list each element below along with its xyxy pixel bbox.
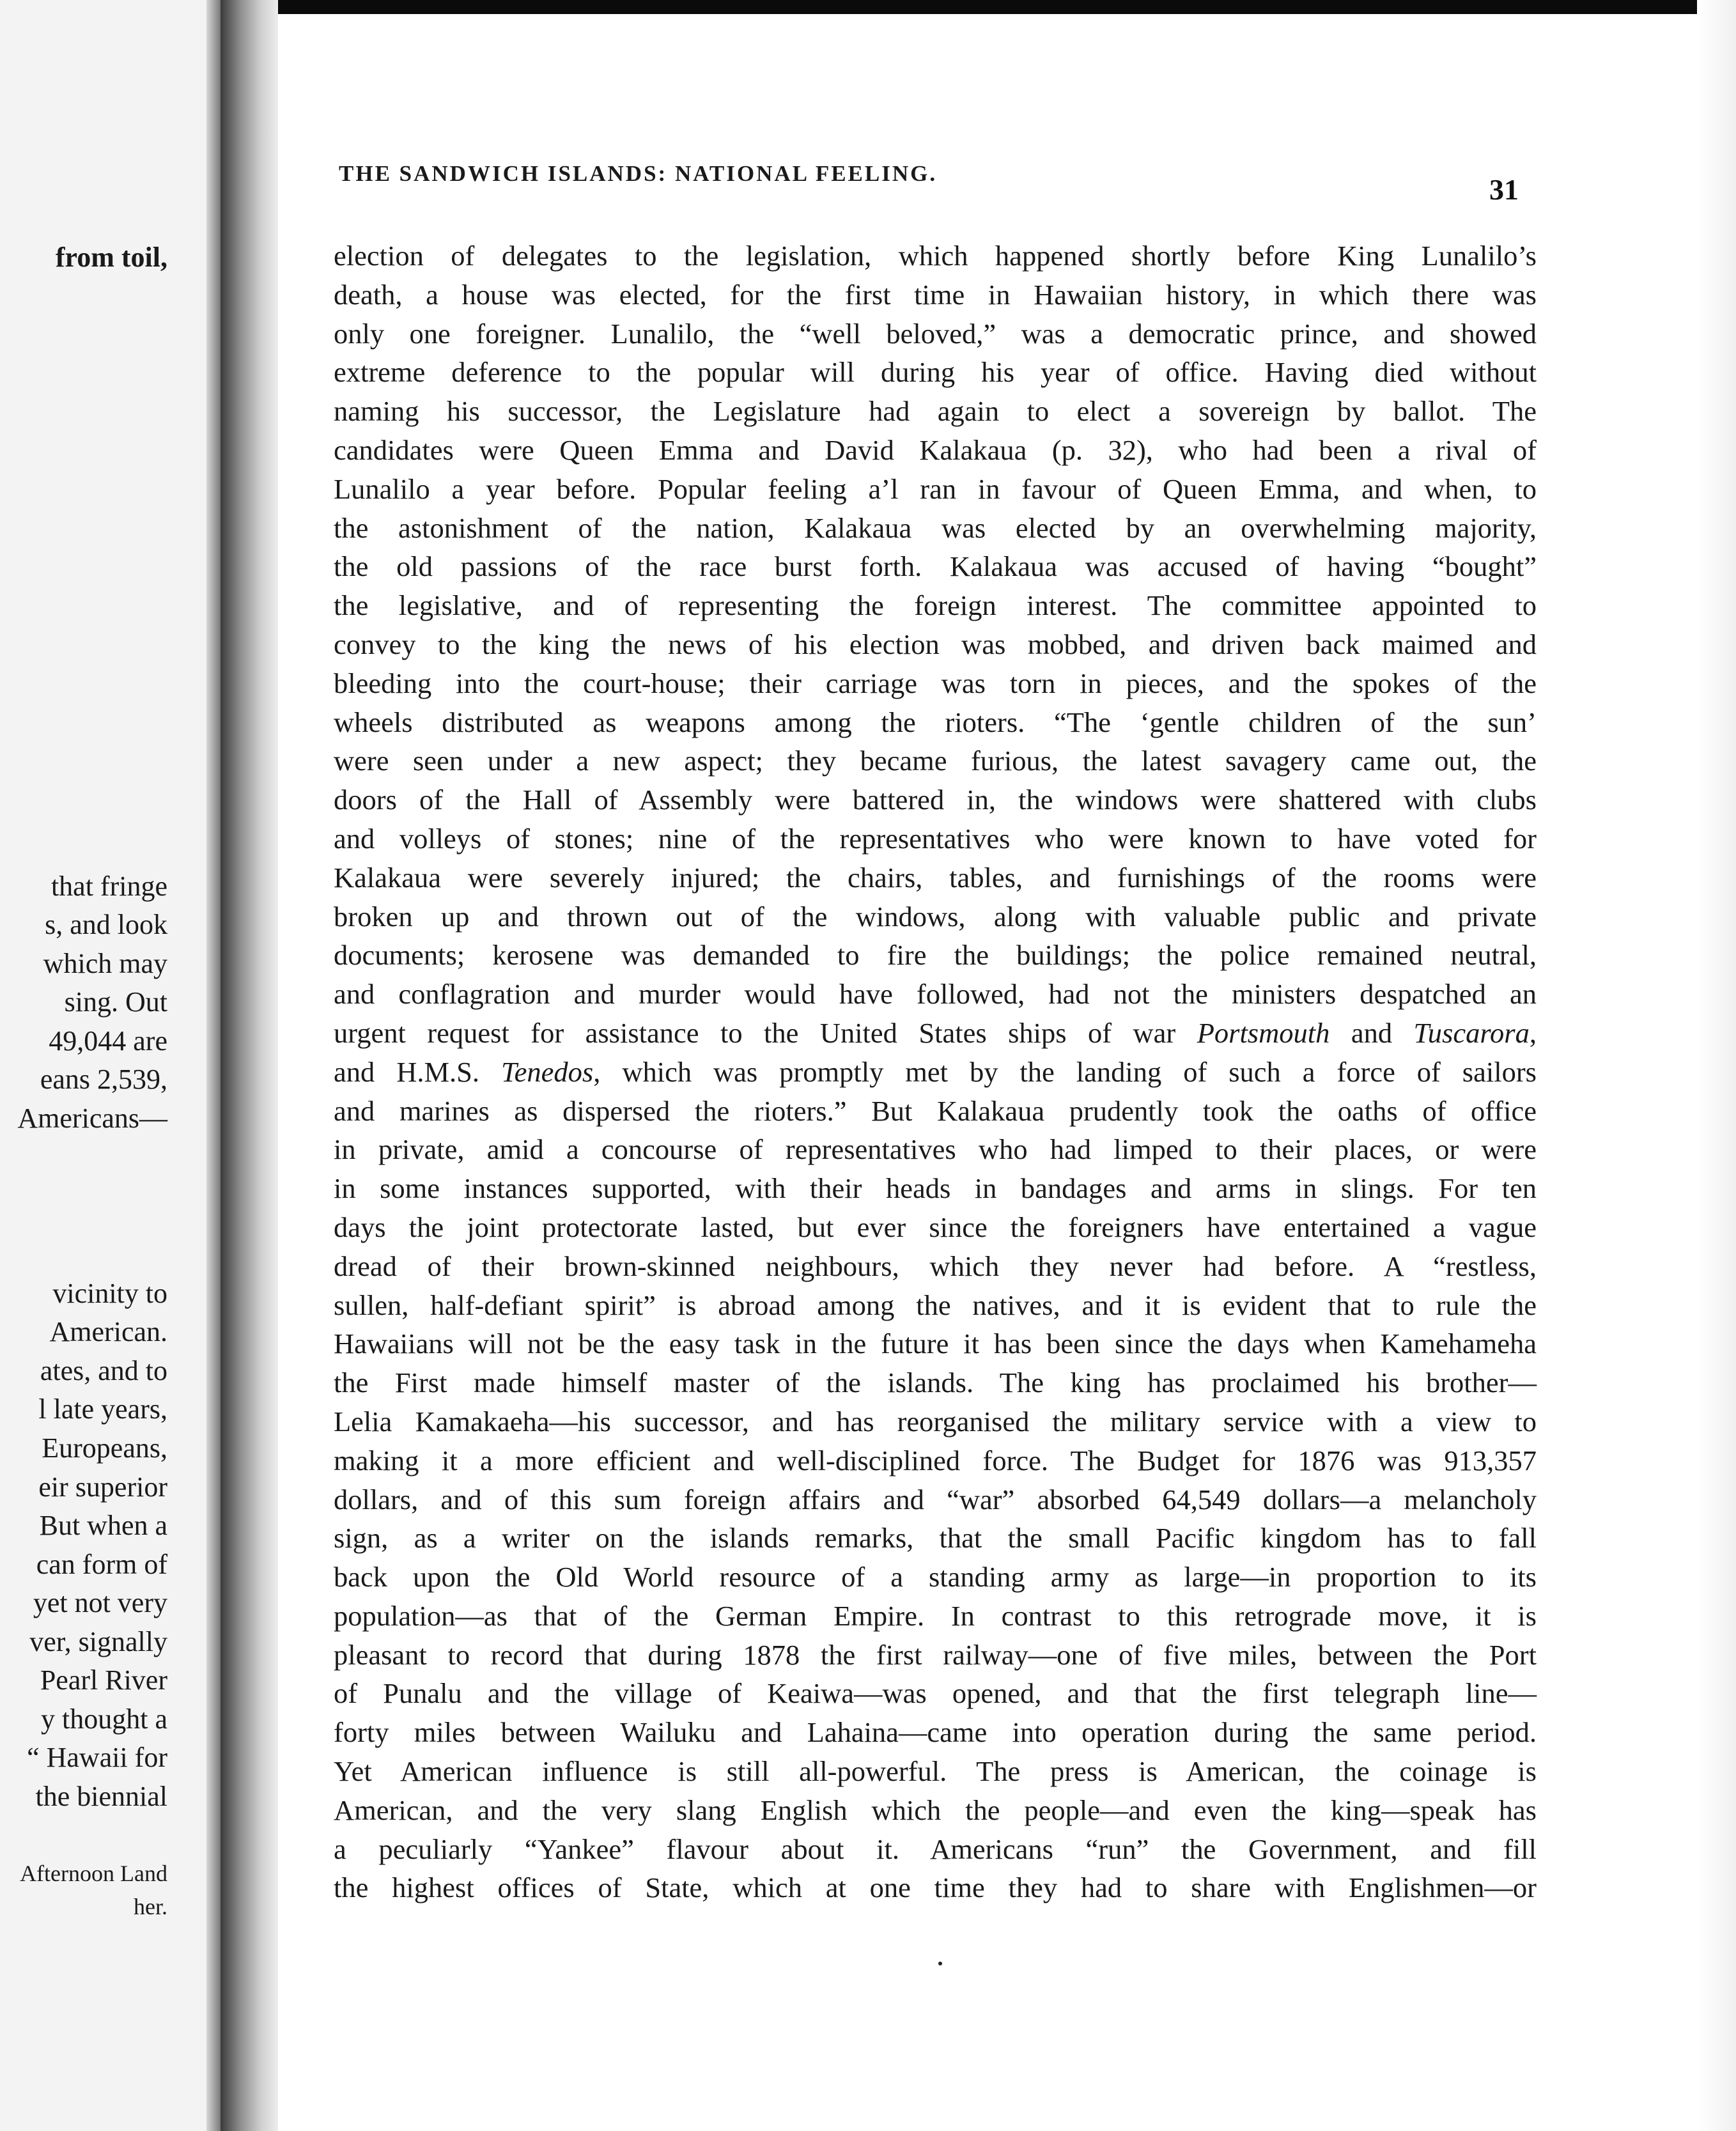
left-fragment: sing. Out (64, 986, 167, 1018)
left-fragment: yet not very (33, 1587, 167, 1618)
text-line: and marines as dispersed the rioters.” But Kalakaua prudently took the oaths of office (334, 1094, 1537, 1127)
left-fragment: that fringe (50, 871, 167, 902)
text-line: of Punalu and the village of Keaiwa—was opened, and that the first telegraph line— (334, 1677, 1537, 1710)
running-header: THE SANDWICH ISLANDS: NATIONAL FEELING. (339, 161, 938, 186)
text-line: days the joint protectorate lasted, but ever since the foreigners have entertained a vague (334, 1211, 1537, 1243)
text-line: were seen under a new aspect; they became furious, the latest savagery came out, the (334, 745, 1537, 777)
right-page-edge (1697, 0, 1736, 2131)
left-fragment: 49,044 are (49, 1025, 167, 1057)
text-line: the old passions of the race burst forth. Kalakaua was accused of having “bought” (334, 550, 1537, 583)
text-line: dread of their brown-skinned neighbours, which they never had before. A “restless, (334, 1250, 1537, 1282)
text-line: back upon the Old World resource of a standing army as large—in proportion to its (334, 1561, 1537, 1593)
text-line: wheels distributed as weapons among the rioters. “The ‘gentle children of the sun’ (334, 706, 1537, 738)
text-line: naming his successor, the Legislature had again to elect a sovereign by ballot. The (334, 395, 1537, 428)
left-fragment: s, and look (45, 909, 167, 940)
left-fragment: y thought a (41, 1703, 167, 1735)
left-fragment: But when a (39, 1510, 167, 1541)
left-fragment: eir superior (38, 1471, 167, 1503)
text-line: broken up and thrown out of the windows, along with valuable public and private (334, 900, 1537, 933)
text-line: candidates were Queen Emma and David Kalakaua (p. 32), who had been a rival of (334, 433, 1537, 466)
text-line: population—as that of the German Empire. In contrast to this retrograde move, it is (334, 1599, 1537, 1632)
text-line: and volleys of stones; nine of the representatives who were known to have voted for (334, 822, 1537, 855)
text-line: the legislative, and of representing the foreign interest. The committee appointed to (334, 589, 1537, 622)
text-line: forty miles between Wailuku and Lahaina—came into operation during the same period. (334, 1716, 1537, 1749)
text-line: extreme deference to the popular will during his year of office. Having died without (334, 356, 1537, 389)
text-line: American, and the very slang English which the people—and even the king—speak has (334, 1794, 1537, 1826)
text-line: bleeding into the court-house; their carriage was torn in pieces, and the spokes of the (334, 667, 1537, 699)
left-fragment: American. (49, 1316, 167, 1347)
text-line: a peculiarly “Yankee” flavour about it. Americans “run” the Government, and fill (334, 1833, 1537, 1865)
text-line: urgent request for assistance to the United States ships of war Portsmouth and Tuscarora, (334, 1016, 1537, 1049)
left-fragment: can form of (36, 1549, 167, 1580)
text-line: doors of the Hall of Assembly were battered in, the windows were shattered with clubs (334, 784, 1537, 816)
text-line: Lunalilo a year before. Popular feeling a’l ran in favour of Queen Emma, and when, to (334, 472, 1537, 505)
text-line: in some instances supported, with their heads in bandages and arms in slings. For ten (334, 1172, 1537, 1205)
left-fragment: ver, signally (29, 1626, 167, 1657)
left-fragment: her. (134, 1894, 167, 1919)
text-line: election of delegates to the legislation, which happened shortly before King Lunalilo’s (334, 240, 1537, 272)
left-fragment: ates, and to (40, 1355, 167, 1386)
book-gutter (221, 0, 278, 2131)
text-line: the highest offices of State, which at one time they had to share with Englishmen—or (334, 1871, 1537, 1904)
body-text (334, 236, 1537, 1907)
left-fragment: Americans— (17, 1103, 167, 1134)
left-fragment: the biennial (35, 1781, 167, 1812)
left-fragment: eans 2,539, (40, 1064, 167, 1095)
text-line: convey to the king the news of his election was mobbed, and driven back maimed and (334, 628, 1537, 660)
left-facing-page (0, 0, 221, 2131)
text-line: Yet American influence is still all-powerful. The press is American, the coinage is (334, 1755, 1537, 1788)
left-fragment: “ Hawaii for (27, 1742, 167, 1773)
text-line: and conflagration and murder would have followed, had not the ministers despatched an (334, 978, 1537, 1011)
text-line: in private, amid a concourse of representatives who had limped to their places, or were (334, 1133, 1537, 1166)
left-fragment: Europeans, (42, 1432, 167, 1464)
left-fragment: Afternoon Land (20, 1861, 167, 1886)
left-fragment: l late years, (38, 1393, 167, 1425)
text-line: pleasant to record that during 1878 the first railway—one of five miles, between the Port (334, 1638, 1537, 1671)
text-line: making it a more efficient and well-disciplined force. The Budget for 1876 was 913,357 (334, 1444, 1537, 1476)
left-fragment: vicinity to (52, 1278, 167, 1309)
text-line: and H.M.S. Tenedos, which was promptly met by the landing of such a force of sailors (334, 1055, 1537, 1088)
page-number: 31 (1489, 173, 1519, 206)
left-fragment: Pearl River (40, 1664, 167, 1696)
text-line: Lelia Kamakaeha—his successor, and has reorganised the military service with a view to (334, 1405, 1537, 1437)
text-line: sullen, half-defiant spirit” is abroad among the natives, and it is evident that to rule the (334, 1289, 1537, 1321)
text-line: sign, as a writer on the islands remarks, that the small Pacific kingdom has to fall (334, 1522, 1537, 1554)
text-line: Hawaiians will not be the easy task in the future it has been since the days when Kamehameha (334, 1328, 1537, 1360)
text-line: death, a house was elected, for the first time in Hawaiian history, in which there was (334, 278, 1537, 311)
left-fragment: from toil, (55, 242, 167, 273)
text-line: only one foreigner. Lunalilo, the “well beloved,” was a democratic prince, and showed (334, 317, 1537, 350)
text-line: Kalakaua were severely injured; the chairs, tables, and furnishings of the rooms were (334, 861, 1537, 894)
left-fragment: which may (43, 948, 167, 979)
text-line: the astonishment of the nation, Kalakaua was elected by an overwhelming majority, (334, 511, 1537, 544)
left-page-edge (206, 0, 221, 2131)
ink-speck (938, 1962, 942, 1965)
text-line: documents; kerosene was demanded to fire the buildings; the police remained neutral, (334, 939, 1537, 972)
text-line: the First made himself master of the islands. The king has proclaimed his brother— (334, 1367, 1537, 1399)
text-line: dollars, and of this sum foreign affairs and “war” absorbed 64,549 dollars—a melancholy (334, 1483, 1537, 1515)
